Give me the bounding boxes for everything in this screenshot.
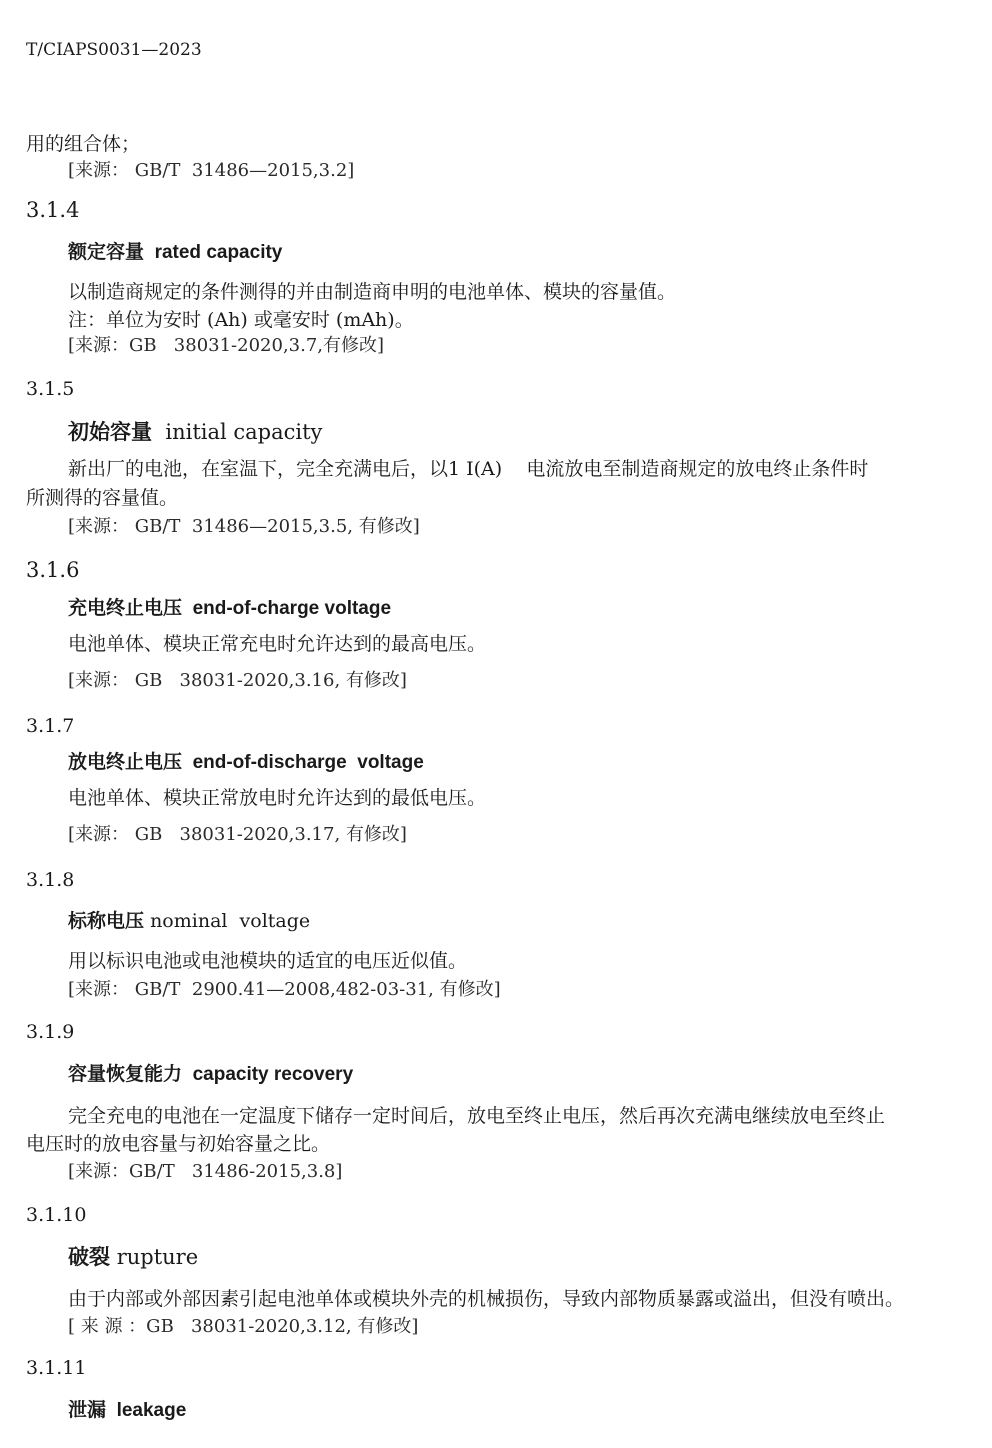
term-en: end-of-discharge voltage: [192, 752, 424, 773]
section-number: 3.1.4: [26, 198, 80, 222]
source-citation: [来源： GB 38031-2020,3.17, 有修改]: [68, 824, 407, 845]
source-citation: [来源： GB/T 31486—2015,3.5, 有修改]: [68, 516, 420, 537]
note: 注：单位为安时 (Ah) 或毫安时 (mAh)。: [68, 309, 414, 331]
definition: 以制造商规定的条件测得的并由制造商申明的电池单体、模块的容量值。: [68, 281, 677, 303]
source-citation: [来源：GB 38031-2020,3.7,有修改]: [68, 335, 385, 356]
intro-source: [来源： GB/T 31486—2015,3.2]: [68, 160, 355, 181]
term-heading: [68, 912, 310, 931]
section-number: 3.1.5: [26, 378, 75, 400]
source-citation: [ 来 源 ：GB 38031-2020,3.12, 有修改]: [68, 1316, 419, 1337]
term-cn: 泄漏: [68, 1400, 107, 1421]
source-citation: [来源： GB/T 2900.41—2008,482-03-31, 有修改]: [68, 979, 501, 1000]
term-en: end-of-charge voltage: [192, 598, 392, 619]
term-heading: [68, 243, 282, 262]
term-cn: 充电终止电压: [68, 598, 183, 619]
term-cn: 放电终止电压: [68, 752, 183, 773]
term-heading: [68, 1065, 353, 1084]
source-citation: [来源：GB/T 31486-2015,3.8]: [68, 1161, 343, 1182]
definition: 用以标识电池或电池模块的适宜的电压近似值。: [68, 950, 468, 972]
definition: 电池单体、模块正常放电时允许达到的最低电压。: [68, 787, 487, 809]
term-en: nominal voltage: [150, 910, 311, 932]
term-en: rupture: [116, 1245, 199, 1269]
term-heading: [68, 599, 391, 618]
term-cn: 容量恢复能力: [68, 1064, 183, 1085]
term-heading: [68, 1246, 198, 1268]
document-id: T/CIAPS0031—2023: [26, 40, 202, 60]
source-citation: [来源： GB 38031-2020,3.16, 有修改]: [68, 670, 407, 691]
definition: 电池单体、模块正常充电时允许达到的最高电压。: [68, 633, 487, 655]
term-en: leakage: [116, 1400, 187, 1421]
section-number: 3.1.8: [26, 869, 75, 891]
definition-line-2: 电压时的放电容量与初始容量之比。: [26, 1133, 331, 1155]
section-number: 3.1.11: [26, 1357, 87, 1379]
intro-line: 用的组合体；: [26, 133, 141, 155]
term-cn: 标称电压: [68, 911, 145, 932]
term-cn: 额定容量: [68, 242, 145, 263]
term-cn: 初始容量: [68, 419, 152, 444]
definition-line-2: 所测得的容量值。: [26, 487, 179, 509]
term-heading: [68, 421, 322, 443]
section-number: 3.1.10: [26, 1204, 87, 1226]
term-heading: [68, 753, 424, 772]
term-en: capacity recovery: [192, 1064, 354, 1085]
definition: 由于内部或外部因素引起电池单体或模块外壳的机械损伤，导致内部物质暴露或溢出，但没有喷出。: [68, 1288, 905, 1310]
definition-line-1: 新出厂的电池，在室温下，完全充满电后，以1 I(A) 电流放电至制造商规定的放电终止条件时: [68, 458, 869, 480]
section-number: 3.1.9: [26, 1021, 75, 1043]
term-en: initial capacity: [165, 420, 323, 444]
term-en: rated capacity: [154, 242, 283, 263]
term-heading: [68, 1401, 186, 1420]
definition-line-1: 完全充电的电池在一定温度下储存一定时间后，放电至终止电压，然后再次充满电继续放电至终止: [68, 1105, 886, 1127]
term-cn: 破裂: [68, 1244, 110, 1269]
section-number: 3.1.6: [26, 558, 80, 582]
section-number: 3.1.7: [26, 715, 75, 737]
